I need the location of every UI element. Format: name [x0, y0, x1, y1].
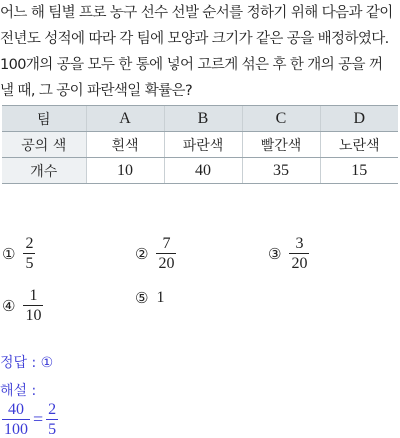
choice-fraction — [23, 286, 43, 325]
choice-marker: ① — [2, 244, 16, 263]
fraction-numerator: 7 — [162, 235, 171, 252]
choice-fraction — [289, 234, 309, 273]
fraction-denominator: 10 — [25, 307, 42, 324]
fraction-denominator: 20 — [291, 255, 308, 272]
fraction-numerator: 2 — [48, 401, 57, 418]
fraction-numerator: 3 — [295, 235, 304, 252]
question-line: 전년도 성적에 따라 각 팀에 모양과 크기가 같은 공을 배정하였다. — [0, 31, 389, 47]
fraction-denominator: 20 — [158, 255, 175, 272]
table-header-cell: D — [320, 106, 398, 132]
question-line: 어느 해 팀별 프로 농구 선수 선발 순서를 정하기 위해 다음과 같이 — [0, 5, 393, 21]
fraction-numerator: 2 — [25, 235, 34, 252]
table-header-cell: 팀 — [2, 106, 86, 132]
table-cell: 10 — [86, 158, 164, 184]
table-cell: 파란색 — [164, 132, 242, 158]
equation-lhs-fraction — [2, 400, 30, 438]
table-cell: 35 — [242, 158, 320, 184]
choice-2[interactable] — [135, 234, 176, 273]
question-text — [0, 0, 400, 104]
equals-sign: = — [33, 409, 44, 429]
choice-marker: ② — [135, 244, 149, 263]
table-row-label: 개수 — [2, 158, 86, 184]
answer-line: 정답 : ① — [0, 355, 54, 371]
table-cell: 빨간색 — [242, 132, 320, 158]
choice-3[interactable] — [268, 234, 309, 273]
explanation-equation — [2, 400, 58, 438]
table-header-cell: C — [242, 106, 320, 132]
choice-marker: ③ — [268, 244, 282, 263]
fraction-numerator: 40 — [8, 401, 24, 418]
table-cell: 노란색 — [320, 132, 398, 158]
table-header-row — [2, 106, 398, 132]
choice-1[interactable] — [2, 234, 35, 273]
choice-marker: ④ — [2, 296, 16, 315]
fraction-denominator: 100 — [4, 421, 28, 438]
choice-value: 1 — [156, 289, 165, 306]
ball-distribution-table — [2, 105, 398, 184]
table-header-cell: B — [164, 106, 242, 132]
choice-fraction — [23, 234, 35, 273]
table-row-color — [2, 132, 398, 158]
table-header-cell: A — [86, 106, 164, 132]
choice-fraction — [156, 234, 176, 273]
table-row-label: 공의 색 — [2, 132, 86, 158]
choice-5[interactable] — [135, 289, 164, 307]
question-line: 낼 때, 그 공이 파란색일 확률은? — [0, 83, 193, 99]
table-cell: 흰색 — [86, 132, 164, 158]
fraction-numerator: 1 — [29, 287, 38, 304]
choice-marker: ⑤ — [135, 289, 149, 307]
fraction-denominator: 5 — [48, 421, 57, 438]
table-cell: 15 — [320, 158, 398, 184]
question-line: 100개의 공을 모두 한 통에 넣어 고르게 섞은 후 한 개의 공을 꺼 — [0, 57, 383, 73]
fraction-denominator: 5 — [25, 255, 34, 272]
table-row-count — [2, 158, 398, 184]
table-cell: 40 — [164, 158, 242, 184]
explanation-label: 해설 : — [0, 383, 37, 399]
choice-4[interactable] — [2, 286, 43, 325]
equation-rhs-fraction — [46, 400, 58, 438]
